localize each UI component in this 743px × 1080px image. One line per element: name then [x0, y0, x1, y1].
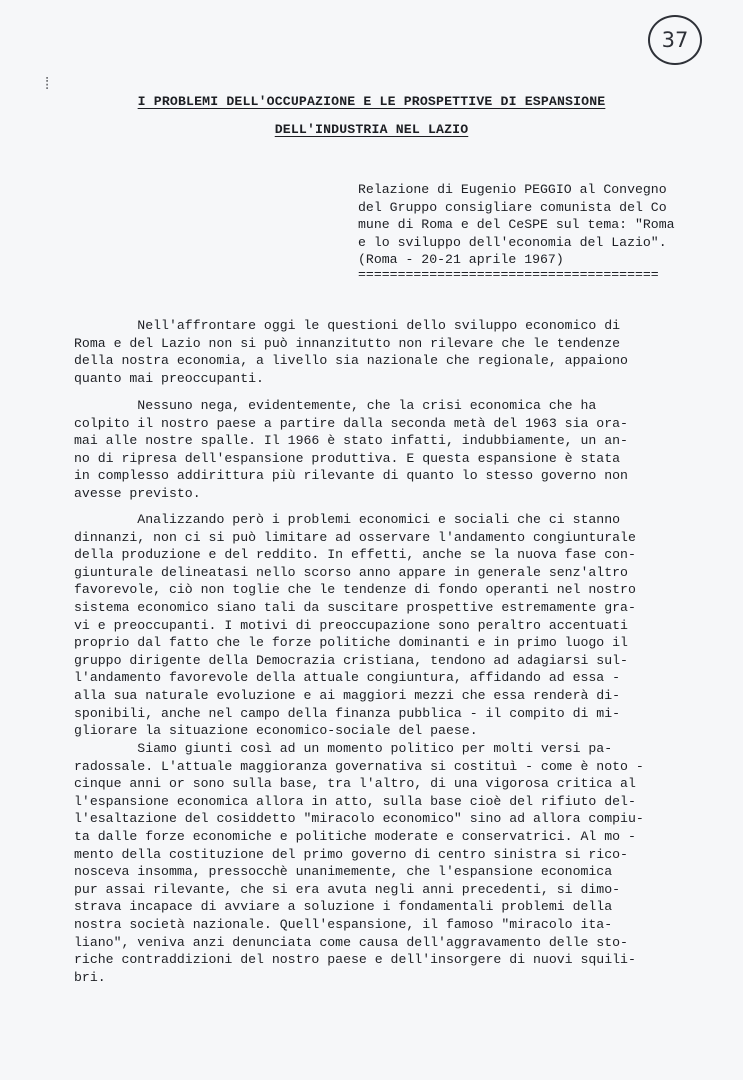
text-line: l'andamento favorevole della attuale congiuntura, affidando ad essa -	[74, 670, 621, 686]
header-line: del Gruppo consigliare comunista del Co	[358, 199, 667, 215]
paragraph-4	[74, 740, 714, 986]
text-line: in complesso addirittura più rilevante di quanto lo stesso governo non	[74, 468, 628, 484]
text-line: l'esaltazione del cosiddetto "miracolo economico" sino ad allora compiu-	[74, 811, 644, 827]
paragraph-1	[74, 317, 714, 387]
text-line: alla sua naturale evoluzione e ai maggiori mezzi che essa renderà di-	[74, 687, 621, 703]
text-line: colpito il nostro paese a partire dalla seconda metà del 1963 sia ora-	[74, 415, 628, 431]
paragraph-3	[74, 511, 714, 740]
header-line: Relazione di Eugenio PEGGIO al Convegno	[358, 182, 667, 197]
text-line: Nell'affrontare oggi le questioni dello sviluppo economico di	[74, 318, 621, 333]
text-line: riche contraddizioni del nostro paese e dell'insorgere di nuovi squili-	[74, 952, 636, 968]
header-line: (Roma - 20-21 aprile 1967)	[358, 252, 564, 267]
text-line: Nessuno nega, evidentemente, che la crisi economica che ha	[74, 398, 597, 413]
paragraph-2	[74, 397, 714, 503]
text-line: sistema economico siano tali da suscitare prospettive estremamente gra-	[74, 599, 636, 615]
text-line: mai alle nostre spalle. Il 1966 è stato infatti, indubbiamente, un an-	[74, 433, 628, 449]
text-line: Roma e del Lazio non si può innanzitutto non rilevare che le tendenze	[74, 335, 621, 351]
text-line: vi e preoccupanti. I motivi di preoccupazione sono peraltro accentuati	[74, 617, 628, 633]
header-line: e lo sviluppo dell'economia del Lazio".	[358, 234, 667, 250]
text-line: cinque anni or sono sulla base, tra l'altro, di una vigorosa critica al	[74, 776, 636, 792]
text-line: avesse previsto.	[74, 485, 201, 501]
text-line: della produzione e del reddito. In effetti, anche se la nuova fase con-	[74, 547, 636, 563]
text-line: no di ripresa dell'espansione produttiva. E questa espansione è stata	[74, 450, 621, 466]
text-line: nostra società nazionale. Quell'espansione, il famoso "miracolo ita-	[74, 916, 613, 932]
title-line-2	[40, 122, 703, 137]
text-line: giunturale delineatasi nello scorso anno appare in generale senz'altro	[74, 564, 628, 580]
text-line: dinnanzi, non ci si può limitare ad osservare l'andamento congiunturale	[74, 529, 636, 545]
page-number-circle: 37	[648, 15, 702, 65]
text-line: pur assai rilevante, che si era avuta negli anni precedenti, si dimo-	[74, 881, 621, 897]
report-header	[358, 181, 718, 281]
text-line: gliorare la situazione economico-sociale del paese.	[74, 723, 478, 739]
text-line: della nostra economia, a livello sia nazionale che regionale, appaiono	[74, 353, 628, 369]
text-line: sponibili, anche nel campo della finanza pubblica - il compito di mi-	[74, 705, 621, 721]
text-line: radossale. L'attuale maggioranza governativa si costituì - come è noto -	[74, 758, 644, 774]
text-line: Analizzando però i problemi economici e sociali che ci stanno	[74, 512, 621, 527]
text-line: nosceva insomma, pressocchè unanimemente, che l'espansione economica	[74, 864, 613, 880]
text-line: bri.	[74, 969, 106, 985]
header-line: mune di Roma e del CeSPE sul tema: "Roma	[358, 217, 675, 232]
text-line: gruppo dirigente della Democrazia cristiana, tendono ad adagiarsi sul-	[74, 652, 628, 668]
text-line: proprio dal fatto che le forze politiche dominanti e in primo luogo il	[74, 635, 628, 651]
text-line: liano", veniva anzi denunciata come causa dell'aggravamento delle sto-	[74, 934, 628, 950]
text-line: mento della costituzione del primo governo di centro sinistra si rico-	[74, 846, 628, 862]
text-line: strava incapace di avviare a soluzione i fondamentali problemi della	[74, 899, 613, 915]
text-line: favorevole, ciò non toglie che le tendenze di fondo operanti nel nostro	[74, 582, 636, 598]
text-line: l'espansione economica allora in atto, sulla base cioè del rifiuto del-	[74, 793, 636, 809]
margin-mark: ⁞	[42, 76, 53, 95]
text-line: ta dalle forze economiche e politiche moderate e conservatrici. Al mo -	[74, 828, 636, 844]
text-line: quanto mai preoccupanti.	[74, 370, 264, 386]
title-line-2-text: DELL'INDUSTRIA NEL LAZIO	[274, 122, 469, 137]
title-line-1-text: I PROBLEMI DELL'OCCUPAZIONE E LE PROSPETTIVE DI ESPANSIONE	[137, 94, 606, 109]
title-line-1	[40, 94, 703, 109]
text-line: Siamo giunti così ad un momento politico per molti versi pa-	[74, 741, 613, 756]
header-double-rule: ======================================	[358, 268, 659, 281]
